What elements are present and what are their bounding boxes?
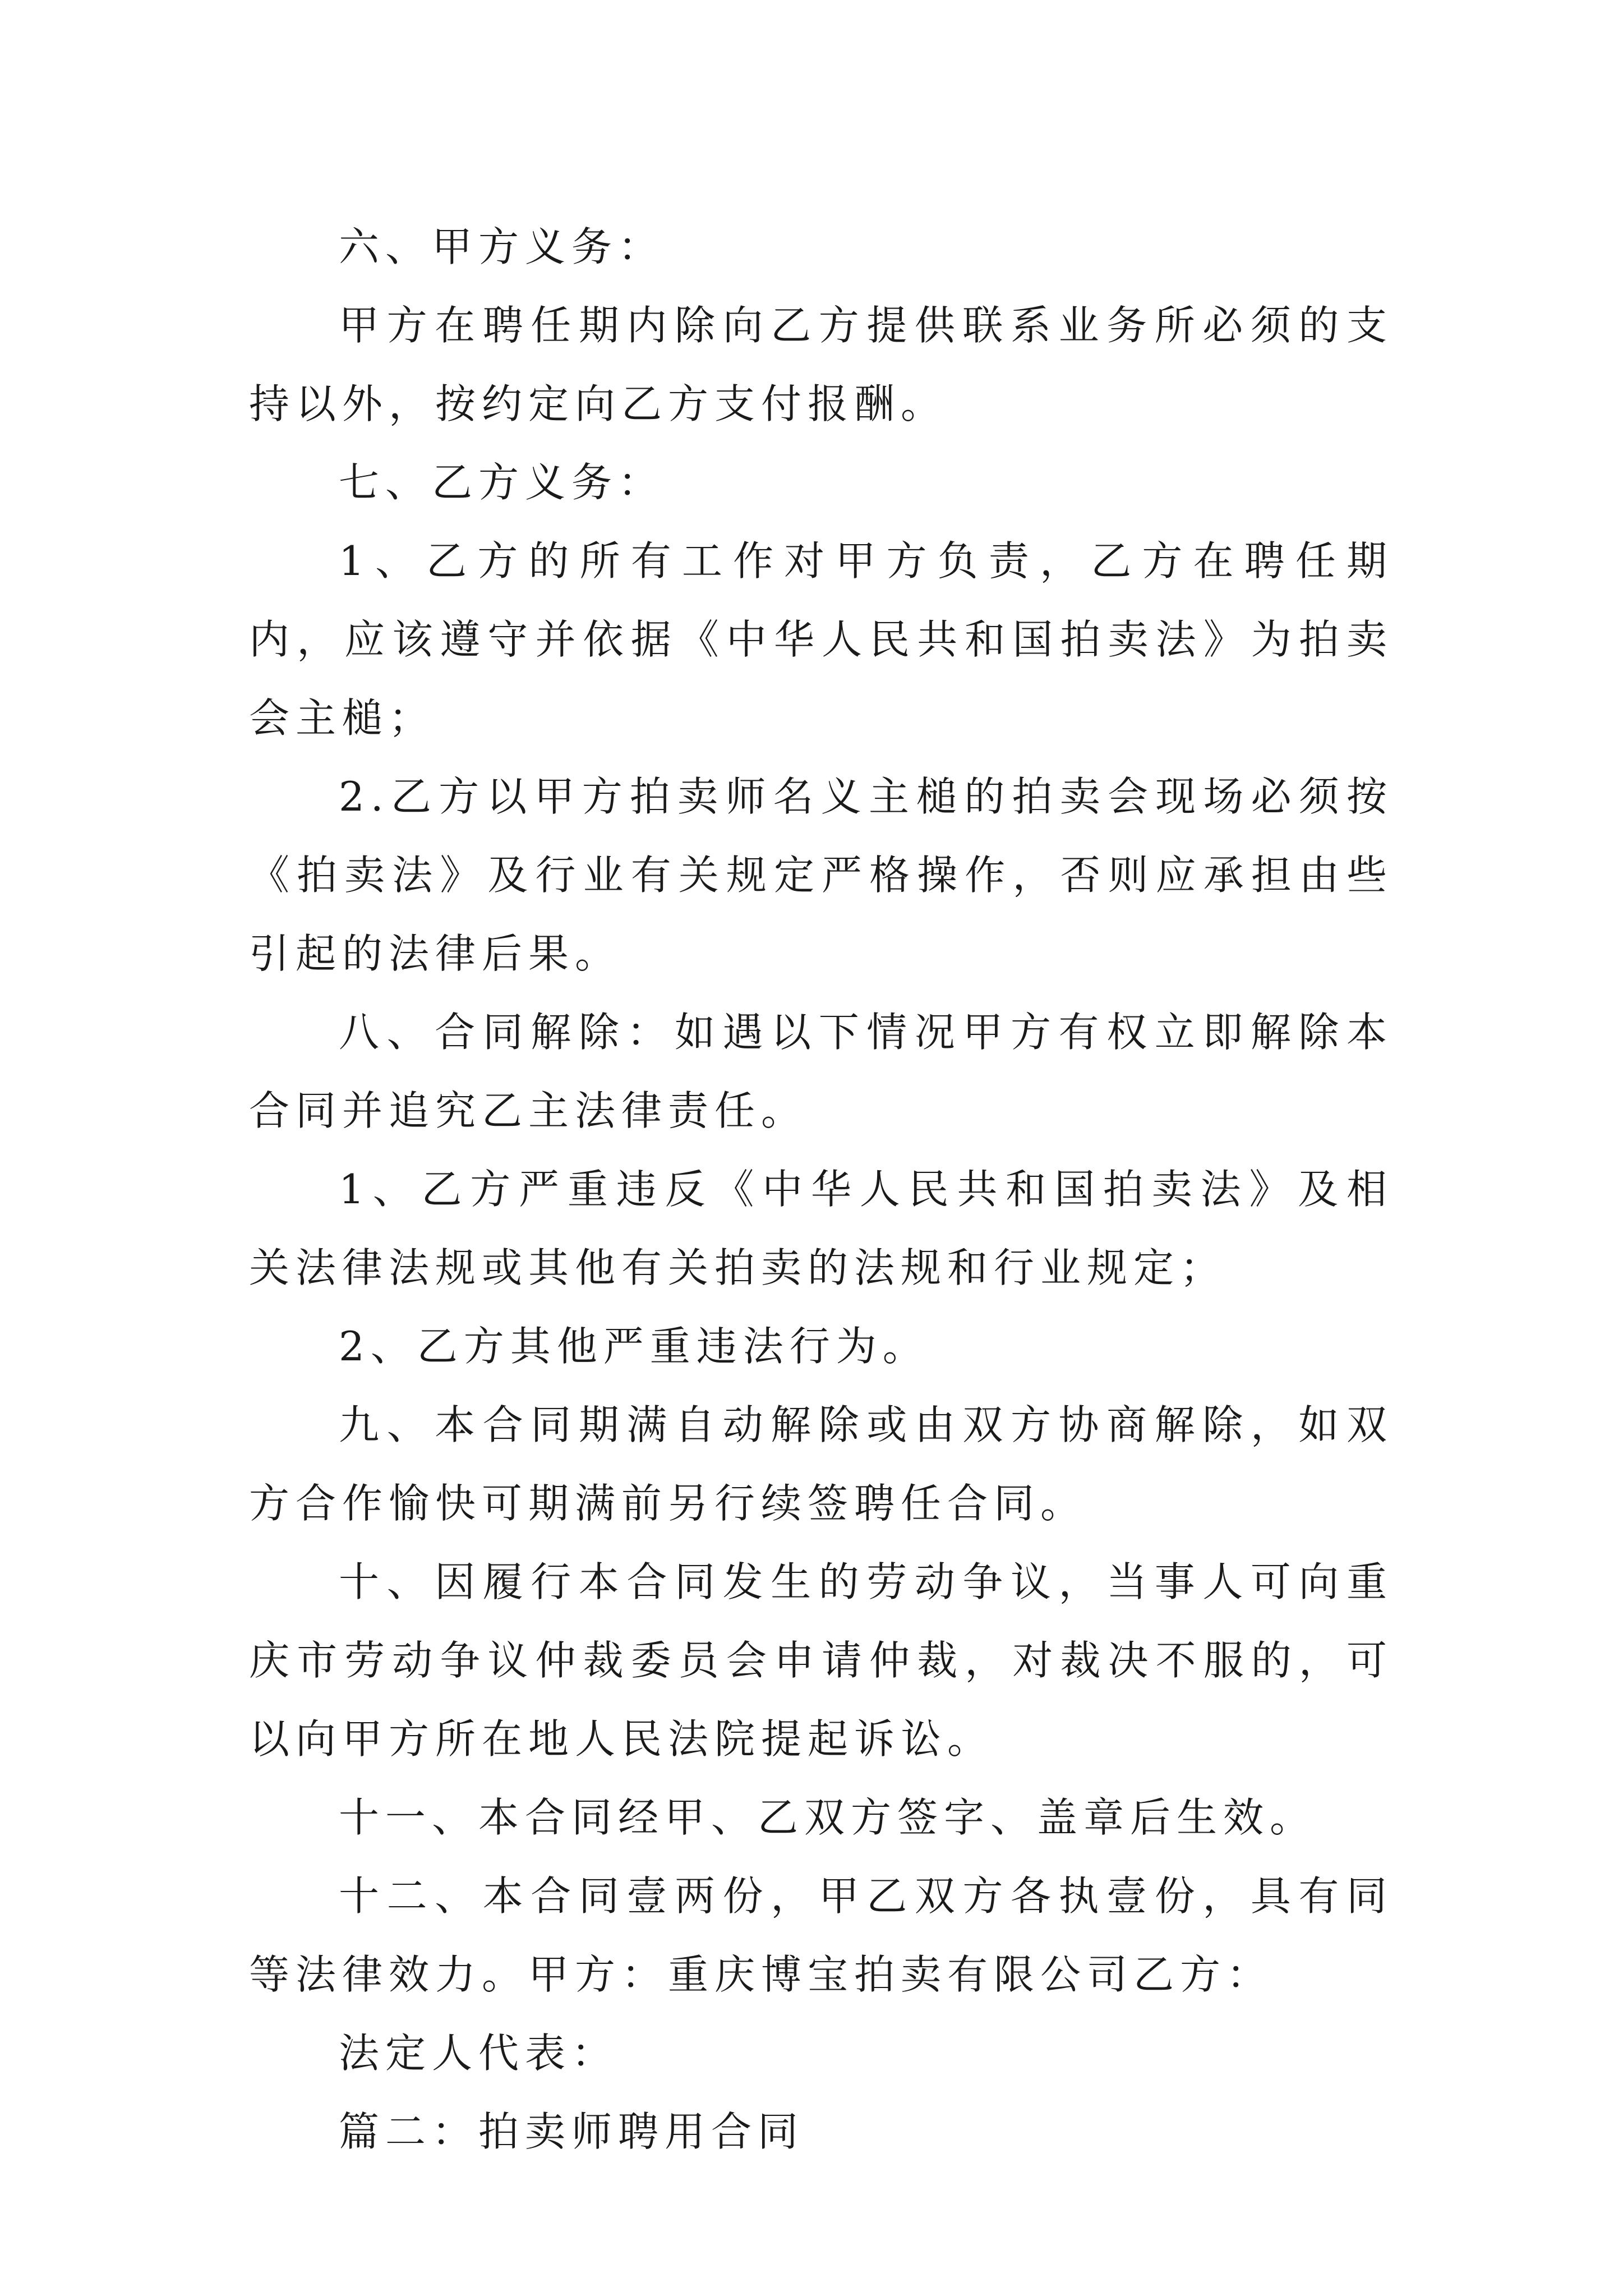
section-6-text: 甲方在聘任期内除向乙方提供联系业务所必须的支持以外，按约定向乙方支付报酬。 xyxy=(249,302,1393,427)
section-9-text: 九、本合同期满自动解除或由双方协商解除，如双方合作愉快可期满前另行续签聘任合同。 xyxy=(249,1401,1393,1527)
section-8-item-2: 2、乙方其他严重违法行为。 xyxy=(339,1323,929,1370)
section-6-heading: 六、甲方义务： xyxy=(339,223,665,270)
section-11-text: 十一、本合同经甲、乙双方签字、盖章后生效。 xyxy=(339,1794,1317,1841)
part-two-heading: 篇二：拍卖师聘用合同 xyxy=(339,2108,805,2155)
section-12-text: 十二、本合同壹两份，甲乙双方各执壹份，具有同等法律效力。甲方：重庆博宝拍卖有限公司乙方： xyxy=(249,1872,1393,1998)
section-7-item-2: 2.乙方以甲方拍卖师名义主槌的拍卖会现场必须按《拍卖法》及行业有关规定严格操作，否则应承担由些引起的法律后果。 xyxy=(249,773,1393,977)
section-8-heading: 八、合同解除：如遇以下情况甲方有权立即解除本合同并追究乙主法律责任。 xyxy=(249,1009,1393,1134)
section-10-text: 十、因履行本合同发生的劳动争议，当事人可向重庆市劳动争议仲裁委员会申请仲裁，对裁决不服的，可以向甲方所在地人民法院提起诉讼。 xyxy=(249,1558,1393,1763)
section-7-item-1: 1、乙方的所有工作对甲方负责，乙方在聘任期内，应该遵守并依据《中华人民共和国拍卖法》为拍卖会主槌； xyxy=(249,537,1393,742)
legal-representative-line: 法定人代表： xyxy=(339,2030,619,2077)
section-7-heading: 七、乙方义务： xyxy=(339,459,665,506)
document-body xyxy=(249,208,1393,2171)
section-8-item-1: 1、乙方严重违反《中华人民共和国拍卖法》及相关法律法规或其他有关拍卖的法规和行业规定； xyxy=(249,1166,1393,1291)
